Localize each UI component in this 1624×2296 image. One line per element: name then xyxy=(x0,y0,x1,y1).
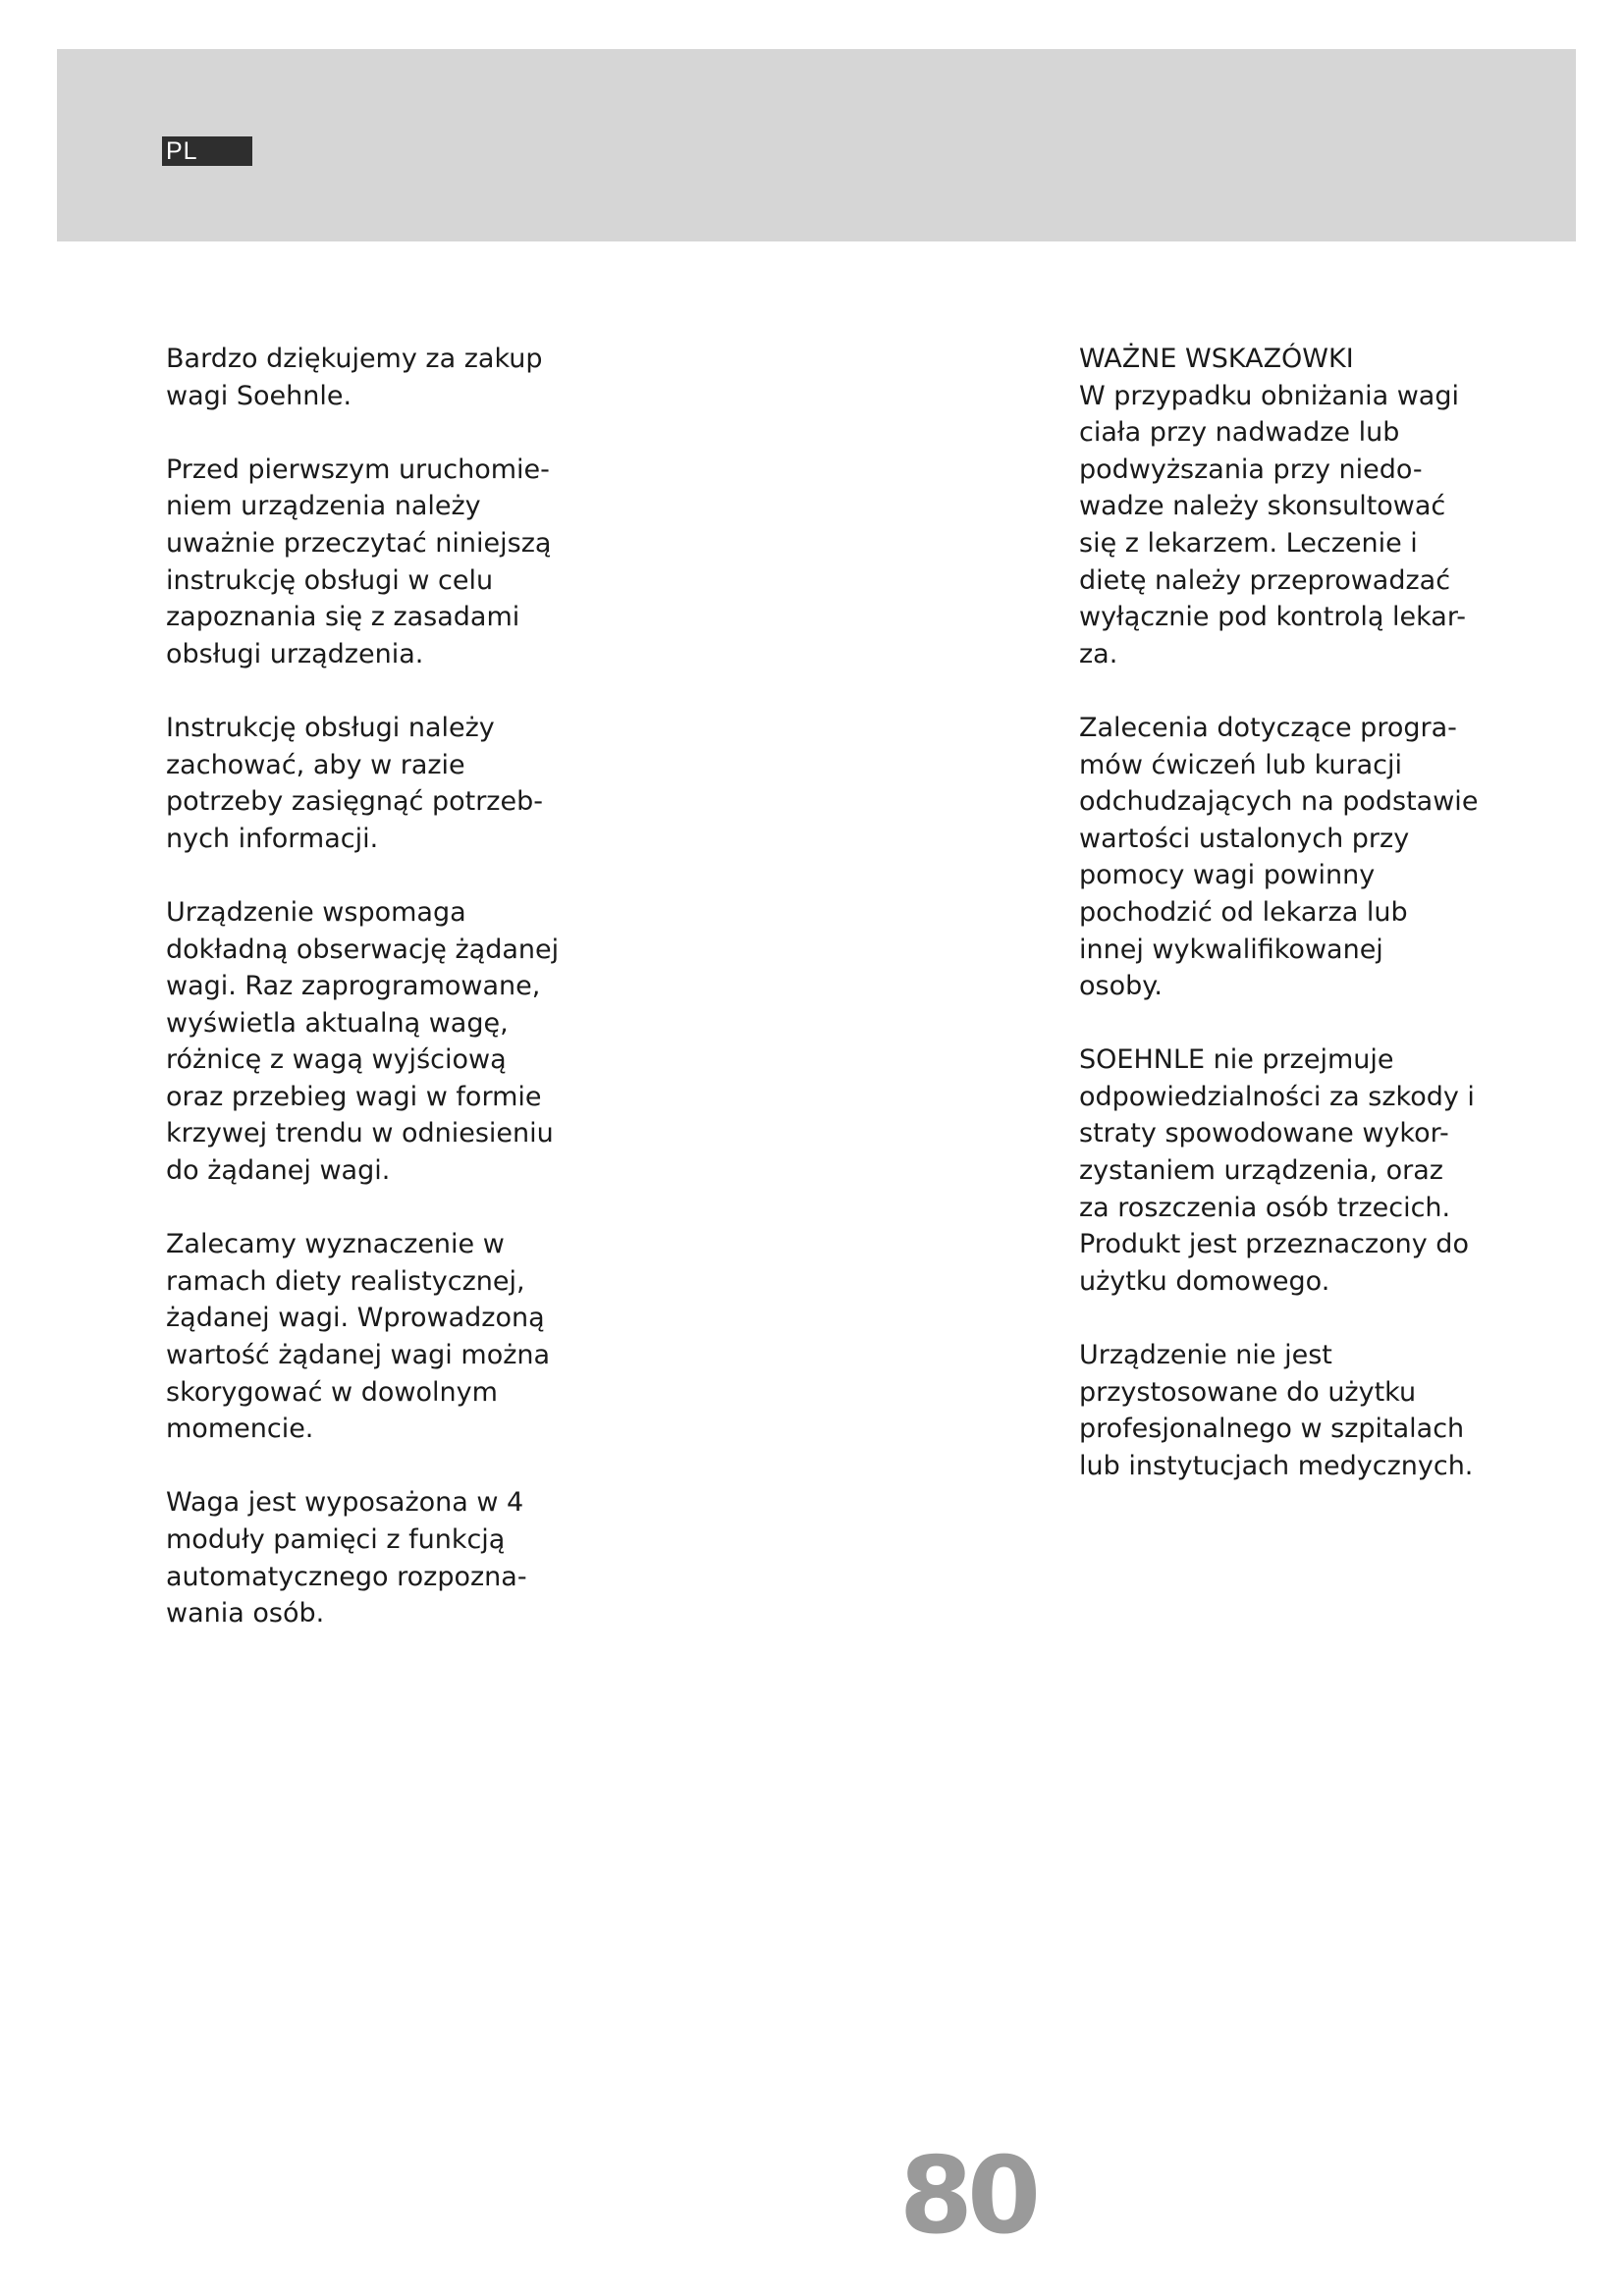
paragraph: Urządzenie nie jest przystosowane do użytku profesjonalnego w szpitalach lub instytucjach medycznych. xyxy=(1079,1340,1474,1481)
paragraph: Przed pierwszym uruchomie- niem urządzenia należy uważnie przeczytać niniejszą instrukcję obsługi w celu zapoznania się z zasadami obsługi urządzenia. xyxy=(166,454,552,669)
left-column xyxy=(166,341,578,1669)
header-band xyxy=(57,49,1576,241)
page-number: 80 xyxy=(898,2135,1036,2258)
paragraph: SOEHNLE nie przejmuje odpowiedzialności za szkody i straty spowodowane wykor- zystaniem urządzenia, oraz za roszczenia osób trzecich. Produkt jest przeznaczony do użytku domowego. xyxy=(1079,1044,1475,1297)
paragraph: Waga jest wyposażona w 4 moduły pamięci z funkcją automatycznego rozpozna- wania osób. xyxy=(166,1487,527,1629)
language-badge: PL xyxy=(162,136,252,166)
right-column xyxy=(1079,341,1511,1522)
paragraph: Bardzo dziękujemy za zakup wagi Soehnle. xyxy=(166,344,543,411)
paragraph: Zalecamy wyznaczenie w ramach diety realistycznej, żądanej wagi. Wprowadzoną wartość żądanej wagi można skorygować w dowolnym momencie. xyxy=(166,1229,551,1445)
paragraph: Zalecenia dotyczące progra- mów ćwiczeń lub kuracji odchudzających na podstawie wartości ustalonych przy pomocy wagi powinny pochodzić od lekarza lub innej wykwalifikowanej osoby. xyxy=(1079,712,1479,1002)
important-notes-paragraph: WAŻNE WSKAZÓWKI W przypadku obniżania wagi ciała przy nadwadze lub podwyższania przy niedo- wadze należy skonsultować się z lekarzem. Leczenie i dietę należy przeprowadzać wyłącznie pod kontrolą lekar- za. xyxy=(1079,344,1466,669)
paragraph: Urządzenie wspomaga dokładną obserwację żądanej wagi. Raz zaprogramowane, wyświetla aktualną wagę, różnicę z wagą wyjściową oraz przebieg wagi w formie krzywej trendu w odniesieniu do żądanej wagi. xyxy=(166,896,560,1187)
paragraph: Instrukcję obsługi należy zachować, aby w razie potrzeby zasięgnąć potrzeb- nych informacji. xyxy=(166,712,543,854)
